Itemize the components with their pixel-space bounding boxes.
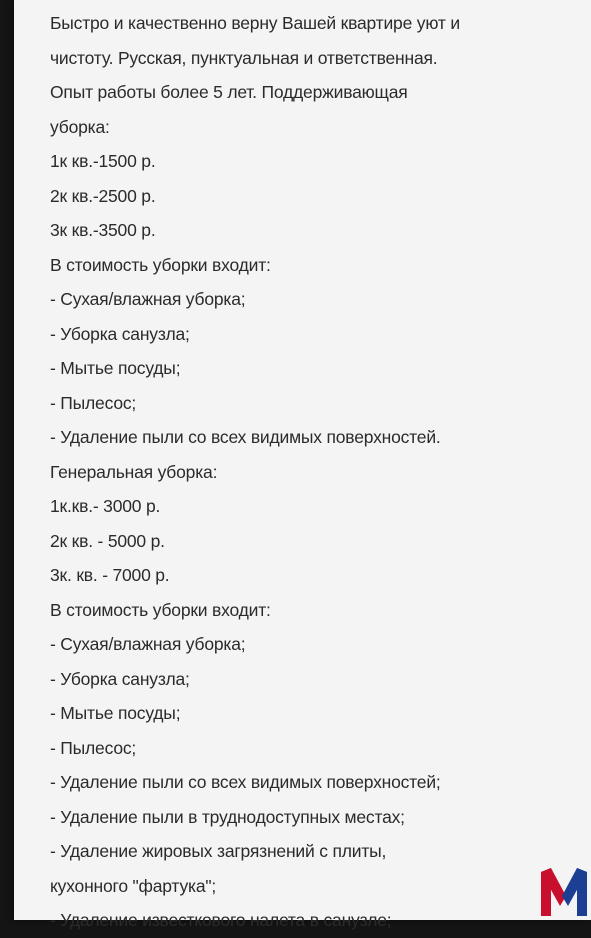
post-line: Генеральная уборка: <box>50 461 218 482</box>
post-line: 3к. кв. - 7000 р. <box>50 565 170 585</box>
post-line: Быстро и качественно верну Вашей квартире уют и <box>50 13 460 33</box>
post-line: - Удаление пыли в труднодоступных местах; <box>50 806 405 827</box>
m-logo-left-leg <box>541 868 551 916</box>
post-line: кухонного "фартука"; <box>50 875 217 896</box>
post-card <box>14 0 591 930</box>
post-line: чистоту. Русская, пунктуальная и ответственная. <box>50 47 438 68</box>
post-line: - Удаление известкового налета в санузле; <box>50 910 392 930</box>
post-line: - Уборка санузла; <box>50 668 190 689</box>
post-line: - Удаление пыли со всех видимых поверхностей; <box>50 772 441 792</box>
post-line: 2к кв. - 5000 р. <box>50 530 165 551</box>
post-line: уборка: <box>50 116 110 137</box>
post-line: 2к кв.-2500 р. <box>50 185 156 206</box>
post-line: - Сухая/влажная уборка; <box>50 634 246 654</box>
post-line: - Сухая/влажная уборка; <box>50 289 246 309</box>
post-line: - Мытье посуды; <box>50 358 181 378</box>
post-line: - Мытье посуды; <box>50 703 181 723</box>
post-line: - Пылесос; <box>50 737 137 758</box>
post-line: В стоимость уборки входит: <box>50 254 271 275</box>
post-line: 3к кв.-3500 р. <box>50 220 156 240</box>
post-line: 1к кв.-1500 р. <box>50 151 156 171</box>
post-line: В стоимость уборки входит: <box>50 599 271 620</box>
m-logo-right-leg <box>577 868 587 916</box>
post-line: - Удаление жировых загрязнений с плиты, <box>50 841 387 861</box>
post-line: - Удаление пыли со всех видимых поверхностей. <box>50 427 441 447</box>
m-logo-icon <box>540 866 588 918</box>
post-line: 1к.кв.- 3000 р. <box>50 496 161 516</box>
post-line: Опыт работы более 5 лет. Поддерживающая <box>50 82 408 102</box>
post-text <box>50 6 591 938</box>
post-line: - Уборка санузла; <box>50 323 190 344</box>
post-line: - Пылесос; <box>50 392 137 413</box>
